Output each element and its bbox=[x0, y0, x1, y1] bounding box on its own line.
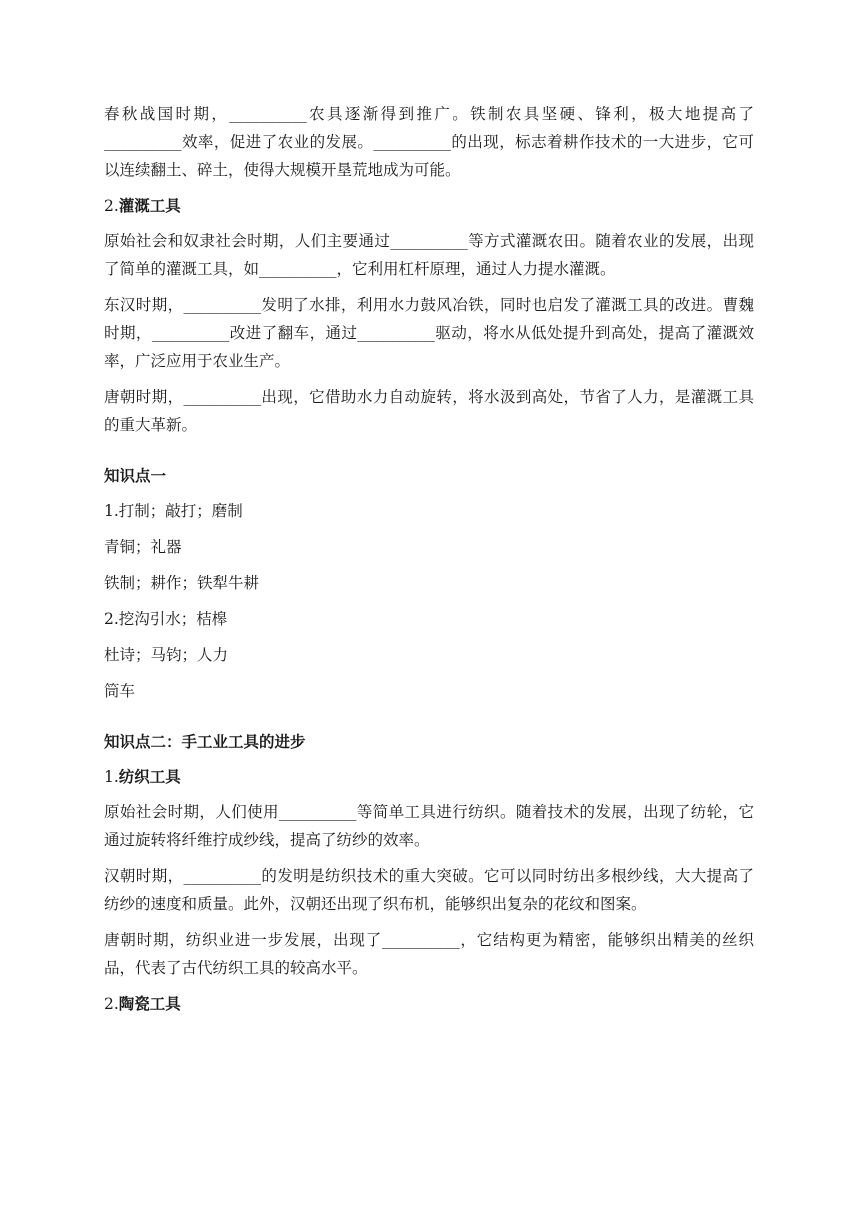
heading-number: 2. bbox=[104, 995, 119, 1013]
heading-text: 灌溉工具 bbox=[118, 197, 181, 215]
answer-line: 筒车 bbox=[104, 682, 136, 700]
heading-number: 1. bbox=[104, 768, 119, 786]
answer-line: 1.打制；敲打；磨制 bbox=[104, 502, 243, 520]
heading-irrigation-tools bbox=[104, 192, 754, 220]
answer-line: 铁制；耕作；铁犁牛耕 bbox=[104, 574, 260, 592]
paragraph-irrigation-primitive: 原始社会和奴隶社会时期，人们主要通过__________等方式灌溉农田。随着农业的发展，出现了简单的灌溉工具，如__________，它利用杠杆原理，通过人力提水灌溉。 bbox=[104, 232, 754, 278]
document-page bbox=[104, 100, 754, 1025]
heading-textile-tools bbox=[104, 763, 754, 791]
paragraph-irrigation-han-wei: 东汉时期，__________发明了水排，利用水力鼓风冶铁，同时也启发了灌溉工具的改进。曹魏时期，__________改进了翻车，通过__________驱动，将水从低处提升到高处，提高了灌溉效率，广泛应用于农业生产。 bbox=[104, 296, 754, 370]
answer-line: 杜诗；马钧；人力 bbox=[104, 646, 229, 664]
paragraph-textile-primitive: 原始社会时期，人们使用__________等简单工具进行纺织。随着技术的发展，出现了纺轮，它通过旋转将纤维拧成纱线，提高了纺纱的效率。 bbox=[104, 803, 754, 849]
paragraph-textile-tang: 唐朝时期，纺织业进一步发展，出现了__________，它结构更为精密，能够织出精美的丝织品，代表了古代纺织工具的较高水平。 bbox=[104, 931, 754, 977]
answer-line: 2.挖沟引水；桔槔 bbox=[104, 610, 228, 628]
paragraph-textile-han: 汉朝时期，__________的发明是纺织技术的重大突破。它可以同时纺出多根纱线，大大提高了纺纱的速度和质量。此外，汉朝还出现了织布机，能够织出复杂的花纹和图案。 bbox=[104, 867, 754, 913]
heading-text: 陶瓷工具 bbox=[118, 995, 181, 1013]
heading-point-two-handicraft: 知识点二：手工业工具的进步 bbox=[104, 733, 306, 751]
paragraph-iron-tools: 春秋战国时期，__________农具逐渐得到推广。铁制农具坚硬、锋利，极大地提高了__________效率，促进了农业的发展。__________的出现，标志着耕作技术的一大进步，它可以连续翻土、碎土，使得大规模开垦荒地成为可能。 bbox=[104, 105, 754, 179]
heading-text: 纺织工具 bbox=[118, 768, 181, 786]
paragraph-irrigation-tang: 唐朝时期，__________出现，它借助水力自动旋转，将水汲到高处，节省了人力，是灌溉工具的重大革新。 bbox=[104, 388, 754, 434]
heading-ceramic-tools bbox=[104, 990, 754, 1018]
answer-line: 青铜；礼器 bbox=[104, 538, 182, 556]
heading-number: 2. bbox=[104, 197, 119, 215]
heading-answers-point-one: 知识点一 bbox=[104, 467, 167, 485]
